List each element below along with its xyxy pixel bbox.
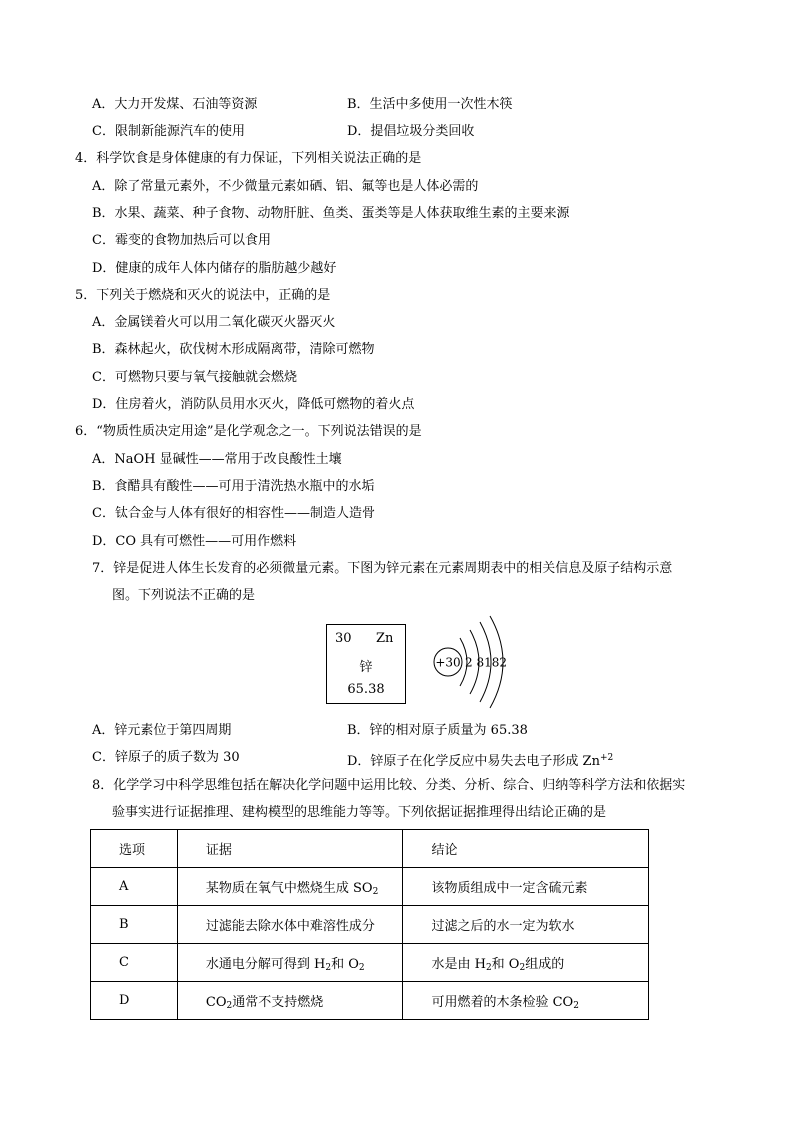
- q8-stem-line2: 验事实进行证据推理、建构模型的思维能力等等。下列依据证据推理得出结论正确的是: [112, 805, 607, 820]
- row-c-conclusion-text-b: 和 O: [491, 956, 520, 972]
- row-d-evidence-text-b: 通常不支持燃烧: [232, 994, 324, 1010]
- q5-option-d: D．住房着火，消防队员用水灭火，降低可燃物的着火点: [92, 397, 415, 412]
- charge-superscript: +2: [599, 753, 614, 763]
- q4-stem: 4．科学饮食是身体健康的有力保证，下列相关说法正确的是: [75, 151, 422, 166]
- row-a-evidence: [177, 868, 403, 906]
- q5-option-a: A．金属镁着火可以用二氧化碳灭火器灭火: [92, 315, 336, 330]
- q6-stem: 6．“物质性质决定用途”是化学观念之一。下列说法错误的是: [75, 424, 422, 439]
- header-evidence: 证据: [177, 830, 403, 868]
- q7-option-c: C．锌原子的质子数为 30: [92, 750, 240, 765]
- row-d-evidence-text-a: CO: [205, 994, 227, 1010]
- q3-option-a: A．大力开发煤、石油等资源: [92, 97, 258, 112]
- atomic-mass: 65.38: [347, 682, 385, 697]
- row-c-evidence-text-b: 和 O: [331, 956, 359, 972]
- q5-option-c: C．可燃物只要与氧气接触就会燃烧: [92, 370, 297, 385]
- header-conclusion: 结论: [403, 830, 649, 868]
- row-b-evidence: 过滤能去除水体中难溶性成分: [177, 906, 403, 944]
- q3-option-b: B．生活中多使用一次性木筷: [347, 97, 513, 112]
- subscript: 2: [226, 1000, 233, 1011]
- table-row: [91, 906, 649, 944]
- q6-option-a: A．NaOH 显碱性——常用于改良酸性土壤: [92, 452, 342, 467]
- table-header-row: [91, 830, 649, 868]
- row-a-evidence-text: 某物质在氧气中燃烧生成 SO: [205, 880, 373, 896]
- q4-option-d: D．健康的成年人体内储存的脂肪越少越好: [92, 261, 337, 276]
- row-a-conclusion: 该物质组成中一定含硫元素: [403, 868, 649, 906]
- q6-option-c: C．钛合金与人体有很好的相容性——制造人造骨: [92, 506, 375, 521]
- q7-option-a: A．锌元素位于第四周期: [92, 723, 232, 738]
- electron-counts: 2 8182: [465, 655, 507, 670]
- row-c-conclusion: [403, 944, 649, 982]
- q5-stem: 5．下列关于燃烧和灭火的说法中，正确的是: [75, 288, 331, 303]
- element-name: 锌: [359, 660, 373, 675]
- subscript: 2: [485, 962, 492, 973]
- subscript: 2: [519, 962, 526, 973]
- row-c-conclusion-text-c: 组成的: [525, 956, 565, 972]
- table-row: [91, 868, 649, 906]
- subscript: 2: [325, 962, 332, 973]
- table-row: [91, 982, 649, 1020]
- q4-option-a: A．除了常量元素外，不少微量元素如硒、铝、氟等也是人体必需的: [92, 179, 479, 194]
- q3-option-c: C．限制新能源汽车的使用: [92, 124, 245, 139]
- periodic-element-card: [326, 624, 406, 704]
- row-c-option: C: [91, 944, 178, 982]
- q7-stem-line2: 图。下列说法不正确的是: [112, 588, 256, 603]
- q6-option-b: B．食醋具有酸性——可用于清洗热水瓶中的水垢: [92, 479, 375, 494]
- row-d-conclusion: [403, 982, 649, 1020]
- q6-option-d: D．CO 具有可燃性——可用作燃料: [92, 534, 297, 549]
- subscript: 2: [573, 1000, 579, 1011]
- atomic-number: 30: [335, 631, 352, 646]
- q7-option-b: B．锌的相对原子质量为 65.38: [347, 723, 528, 738]
- row-d-conclusion-text: 可用燃着的木条检验 CO: [431, 994, 574, 1010]
- row-d-evidence: [177, 982, 403, 1020]
- row-b-conclusion: 过滤之后的水一定为软水: [403, 906, 649, 944]
- q7-option-d: [347, 749, 613, 771]
- atomic-structure-diagram: [424, 612, 524, 712]
- evidence-table: [90, 829, 649, 1020]
- subscript: 2: [372, 886, 379, 897]
- subscript: 2: [358, 962, 365, 973]
- row-c-conclusion-text-a: 水是由 H: [431, 956, 486, 972]
- element-symbol: Zn: [376, 631, 394, 646]
- q7-option-d-text: D．锌原子在化学反应中易失去电子形成 Zn: [347, 754, 600, 769]
- row-a-option: A: [91, 868, 178, 906]
- q4-option-b: B．水果、蔬菜、种子食物、动物肝脏、鱼类、蛋类等是人体获取维生素的主要来源: [92, 206, 570, 221]
- q7-stem-line1: 7．锌是促进人体生长发育的必须微量元素。下图为锌元素在元素周期表中的相关信息及原子结构示意: [92, 561, 673, 576]
- nucleus-charge: +30: [435, 655, 461, 670]
- header-option: 选项: [91, 830, 178, 868]
- q5-option-b: B．森林起火，砍伐树木形成隔离带，清除可燃物: [92, 342, 375, 357]
- q4-option-c: C．霉变的食物加热后可以食用: [92, 233, 271, 248]
- row-d-option: D: [91, 982, 178, 1020]
- row-c-evidence-text-a: 水通电分解可得到 H: [205, 956, 326, 972]
- table-row: [91, 944, 649, 982]
- q8-stem-line1: 8．化学学习中科学思维包括在解决化学问题中运用比较、分类、分析、综合、归纳等科学方法和依据实: [92, 778, 686, 793]
- row-c-evidence: [177, 944, 403, 982]
- row-b-option: B: [91, 906, 178, 944]
- q3-option-d: D．提倡垃圾分类回收: [347, 124, 475, 139]
